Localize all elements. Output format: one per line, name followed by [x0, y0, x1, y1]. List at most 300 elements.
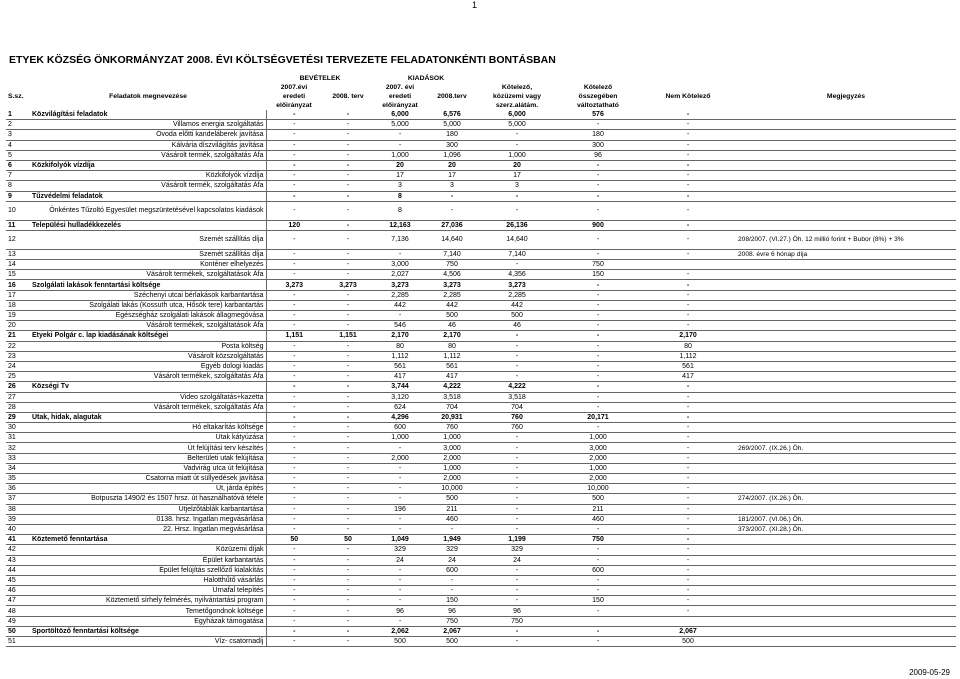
value-cell: -	[322, 300, 374, 310]
header-cell: előirányzat	[382, 102, 418, 109]
value-cell: -	[266, 181, 322, 191]
value-cell: -	[556, 392, 640, 402]
remark-cell	[736, 181, 956, 191]
task-name: Szolgálati lakások fenntartási költsége	[30, 280, 266, 290]
value-cell: -	[640, 130, 736, 140]
header-cell	[640, 101, 736, 110]
value-cell: -	[374, 249, 426, 259]
value-cell: 20	[478, 160, 556, 170]
task-name: Botpuszta 1490/2 és 1507 hrsz. út használhatóvá tétele	[30, 494, 266, 504]
remark-cell	[736, 626, 956, 636]
value-cell: 10,000	[556, 484, 640, 494]
row-number: 29	[6, 412, 30, 422]
value-cell: -	[322, 351, 374, 361]
table-row	[6, 382, 956, 392]
row-number: 31	[6, 433, 30, 443]
value-cell: -	[322, 249, 374, 259]
value-cell: -	[556, 290, 640, 300]
value-cell: -	[640, 290, 736, 300]
table-row	[6, 545, 956, 555]
value-cell: -	[266, 524, 322, 534]
value-cell: 900	[556, 220, 640, 230]
value-cell: -	[640, 555, 736, 565]
value-cell: -	[478, 524, 556, 534]
value-cell: 704	[426, 402, 478, 412]
page-number: 1	[472, 0, 478, 10]
header-cell: közüzemi vagy	[493, 93, 541, 100]
value-cell: -	[556, 575, 640, 585]
remark-cell	[736, 171, 956, 181]
row-number: 34	[6, 463, 30, 473]
row-number: 4	[6, 140, 30, 150]
row-number: 1	[6, 110, 30, 120]
value-cell: 3,120	[374, 392, 426, 402]
value-cell: -	[640, 249, 736, 259]
header-cell: eredeti	[388, 93, 412, 100]
value-cell: 2,000	[374, 453, 426, 463]
value-cell: 600	[374, 423, 426, 433]
value-cell: -	[266, 484, 322, 494]
value-cell: -	[322, 453, 374, 463]
value-cell: 2,170	[374, 331, 426, 341]
value-cell: 24	[374, 555, 426, 565]
value-cell: 417	[426, 372, 478, 382]
value-cell: -	[556, 545, 640, 555]
value-cell: -	[322, 372, 374, 382]
task-name: Szolgálati lakás (Kossuth utca, Hősök tere) karbantartás	[30, 300, 266, 310]
value-cell: -	[266, 412, 322, 422]
value-cell: -	[266, 300, 322, 310]
value-cell: -	[640, 230, 736, 249]
value-cell: -	[266, 191, 322, 201]
row-number: 48	[6, 606, 30, 616]
value-cell: -	[374, 140, 426, 150]
row-number: 33	[6, 453, 30, 463]
value-cell: -	[266, 341, 322, 351]
value-cell: -	[374, 596, 426, 606]
task-name: Vásárolt termékek, szolgáltatás Áfa	[30, 402, 266, 412]
value-cell: -	[322, 504, 374, 514]
value-cell: -	[266, 453, 322, 463]
remark-cell	[736, 545, 956, 555]
task-name: Szemét szállítás díja	[30, 230, 266, 249]
value-cell: 180	[556, 130, 640, 140]
value-cell: 2,000	[426, 474, 478, 484]
value-cell: -	[640, 280, 736, 290]
remark-cell	[736, 504, 956, 514]
value-cell: -	[266, 382, 322, 392]
value-cell: -	[322, 524, 374, 534]
value-cell: -	[322, 626, 374, 636]
value-cell: -	[556, 586, 640, 596]
value-cell: 750	[478, 616, 556, 626]
value-cell: 17	[374, 171, 426, 181]
value-cell: -	[640, 201, 736, 220]
remark-cell: 181/2007. (VI.06.) Öh.	[736, 514, 956, 524]
header-cell	[640, 83, 736, 92]
value-cell: 329	[374, 545, 426, 555]
value-cell: 442	[374, 300, 426, 310]
value-cell: 2,285	[478, 290, 556, 300]
value-cell: -	[322, 575, 374, 585]
value-cell: -	[426, 575, 478, 585]
table-row	[6, 402, 956, 412]
value-cell: -	[556, 120, 640, 130]
value-cell: 12,163	[374, 220, 426, 230]
value-cell: 27,036	[426, 220, 478, 230]
value-cell: -	[556, 321, 640, 331]
value-cell: -	[322, 514, 374, 524]
value-cell: -	[478, 626, 556, 636]
task-name: Vásárolt termékek, szolgáltatás Áfa	[30, 372, 266, 382]
table-row	[6, 626, 956, 636]
value-cell: 6,000	[374, 110, 426, 120]
row-number: 45	[6, 575, 30, 585]
value-cell: 500	[640, 637, 736, 647]
value-cell: -	[322, 130, 374, 140]
value-cell: -	[322, 201, 374, 220]
value-cell: -	[556, 423, 640, 433]
value-cell: -	[478, 361, 556, 371]
value-cell: -	[374, 474, 426, 484]
task-name: Közkifolyók vízdíja	[30, 171, 266, 181]
header-cell: változtatható	[577, 102, 619, 109]
task-name: Köztemető sírhely felmérés, nyilvántartási program	[30, 596, 266, 606]
value-cell: 2,062	[374, 626, 426, 636]
table-row	[6, 331, 956, 341]
remark-cell	[736, 201, 956, 220]
task-name: Víz- csatornadíj	[30, 637, 266, 647]
value-cell: -	[478, 260, 556, 270]
remark-cell	[736, 453, 956, 463]
row-number: 37	[6, 494, 30, 504]
row-number: 50	[6, 626, 30, 636]
value-cell: 150	[556, 270, 640, 280]
value-cell: -	[322, 181, 374, 191]
value-cell: 500	[478, 311, 556, 321]
value-cell: -	[266, 270, 322, 280]
row-number: 19	[6, 311, 30, 321]
value-cell: -	[556, 351, 640, 361]
value-cell: 46	[426, 321, 478, 331]
value-cell: -	[556, 637, 640, 647]
remark-cell	[736, 351, 956, 361]
table-row	[6, 586, 956, 596]
value-cell: -	[322, 555, 374, 565]
value-cell: -	[322, 402, 374, 412]
value-cell: 3	[374, 181, 426, 191]
row-number: 49	[6, 616, 30, 626]
header-cell	[30, 83, 266, 92]
value-cell: 750	[426, 260, 478, 270]
value-cell: -	[266, 351, 322, 361]
value-cell: 96	[426, 606, 478, 616]
task-name: 22. Hrsz. Ingatlan megvásárlása	[30, 524, 266, 534]
task-name: Közkifolyók vízdíja	[30, 160, 266, 170]
document-title: ETYEK KÖZSÉG ÖNKORMÁNYZAT 2008. ÉVI KÖLTSÉGVETÉSI TERVEZETE FELADATONKÉNTI BONTÁSBAN	[9, 54, 556, 66]
value-cell: -	[556, 230, 640, 249]
value-cell: -	[322, 290, 374, 300]
task-name: Út, járda építés	[30, 484, 266, 494]
table-row	[6, 290, 956, 300]
value-cell: -	[266, 361, 322, 371]
value-cell: 1,199	[478, 535, 556, 545]
table-row	[6, 504, 956, 514]
value-cell: -	[640, 220, 736, 230]
value-cell: -	[374, 565, 426, 575]
remark-cell	[736, 484, 956, 494]
row-number: 43	[6, 555, 30, 565]
table-row	[6, 150, 956, 160]
value-cell: 8	[374, 191, 426, 201]
row-number: 13	[6, 249, 30, 259]
value-cell: 7,140	[478, 249, 556, 259]
value-cell: 150	[556, 596, 640, 606]
value-cell: -	[640, 565, 736, 575]
header-cell: előirányzat	[276, 102, 312, 109]
remark-cell	[736, 637, 956, 647]
task-name: Urnafal telepítés	[30, 586, 266, 596]
value-cell: 600	[426, 565, 478, 575]
value-cell: -	[266, 443, 322, 453]
value-cell: -	[556, 331, 640, 341]
task-name: Közüzemi díjak	[30, 545, 266, 555]
value-cell: -	[556, 626, 640, 636]
value-cell: -	[322, 586, 374, 596]
task-name: Köztemető fenntartása	[30, 535, 266, 545]
value-cell: 50	[266, 535, 322, 545]
table-row	[6, 555, 956, 565]
remark-cell	[736, 120, 956, 130]
table-row	[6, 361, 956, 371]
header-cell: 2008.terv	[437, 93, 467, 100]
value-cell: -	[640, 311, 736, 321]
value-cell: 3	[478, 181, 556, 191]
table-row	[6, 372, 956, 382]
value-cell: 3,273	[322, 280, 374, 290]
value-cell: -	[266, 514, 322, 524]
value-cell: -	[556, 191, 640, 201]
value-cell: -	[266, 230, 322, 249]
row-number: 39	[6, 514, 30, 524]
value-cell: 1,112	[426, 351, 478, 361]
budget-table	[6, 74, 956, 647]
value-cell: -	[556, 372, 640, 382]
task-name: Tűzvédelmi feladatok	[30, 191, 266, 201]
row-number: 35	[6, 474, 30, 484]
remark-cell	[736, 606, 956, 616]
value-cell: -	[556, 160, 640, 170]
value-cell: -	[322, 606, 374, 616]
value-cell: -	[556, 201, 640, 220]
task-name: Széchenyi utcai bérlakások karbantartása	[30, 290, 266, 300]
value-cell: -	[322, 412, 374, 422]
value-cell: -	[426, 191, 478, 201]
value-cell: -	[266, 596, 322, 606]
table-row	[6, 140, 956, 150]
remark-cell	[736, 535, 956, 545]
value-cell: -	[374, 311, 426, 321]
value-cell: -	[266, 110, 322, 120]
value-cell: 1,096	[426, 150, 478, 160]
value-cell: 500	[426, 637, 478, 647]
value-cell: 2,170	[426, 331, 478, 341]
value-cell: 329	[426, 545, 478, 555]
table-row	[6, 412, 956, 422]
header-cell	[30, 101, 266, 110]
value-cell: -	[266, 545, 322, 555]
value-cell: -	[266, 321, 322, 331]
value-cell: 2,000	[426, 453, 478, 463]
value-cell: -	[556, 311, 640, 321]
remark-cell	[736, 382, 956, 392]
value-cell: -	[640, 606, 736, 616]
remark-cell	[736, 110, 956, 120]
value-cell: -	[266, 565, 322, 575]
value-cell: -	[478, 637, 556, 647]
value-cell: -	[478, 140, 556, 150]
table-row	[6, 637, 956, 647]
value-cell: -	[478, 474, 556, 484]
value-cell: 14,640	[478, 230, 556, 249]
row-number: 41	[6, 535, 30, 545]
value-cell: 750	[556, 260, 640, 270]
header-cell: Kötelező,	[501, 84, 533, 91]
header-cell	[736, 83, 956, 92]
value-cell: -	[266, 260, 322, 270]
task-name: Utak, hidak, alagutak	[30, 412, 266, 422]
table-row	[6, 351, 956, 361]
value-cell: 561	[374, 361, 426, 371]
header-cell	[322, 101, 374, 110]
row-number: 17	[6, 290, 30, 300]
remark-cell: 373/2007. (XI.28.) Öh.	[736, 524, 956, 534]
row-number: 10	[6, 201, 30, 220]
value-cell: -	[478, 596, 556, 606]
value-cell: -	[266, 160, 322, 170]
remark-cell	[736, 402, 956, 412]
value-cell: -	[322, 321, 374, 331]
task-name: Egyéb dologi kiadás	[30, 361, 266, 371]
row-number: 23	[6, 351, 30, 361]
task-name: Egyházak támogatása	[30, 616, 266, 626]
row-number: 51	[6, 637, 30, 647]
task-name: Óvoda előtti kandeláberek javítása	[30, 130, 266, 140]
table-row	[6, 201, 956, 220]
value-cell: 600	[556, 565, 640, 575]
value-cell: 3	[426, 181, 478, 191]
value-cell	[640, 616, 736, 626]
value-cell: -	[322, 270, 374, 280]
value-cell: 10,000	[426, 484, 478, 494]
value-cell: 211	[426, 504, 478, 514]
value-cell: -	[640, 402, 736, 412]
value-cell: -	[556, 181, 640, 191]
value-cell: -	[640, 171, 736, 181]
value-cell: -	[640, 463, 736, 473]
table-row	[6, 565, 956, 575]
value-cell: 20	[374, 160, 426, 170]
row-number: 42	[6, 545, 30, 555]
value-cell: 2,000	[556, 474, 640, 484]
value-cell: -	[478, 201, 556, 220]
value-cell: -	[640, 120, 736, 130]
value-cell: -	[266, 423, 322, 433]
value-cell: -	[640, 433, 736, 443]
task-name: Vásárolt termékek, szolgáltatások Áfa	[30, 321, 266, 331]
task-name: Vadvirág utca út felújítása	[30, 463, 266, 473]
value-cell: -	[266, 433, 322, 443]
task-name: Útjelzőtáblák karbantartása	[30, 504, 266, 514]
value-cell: -	[640, 524, 736, 534]
value-cell: -	[640, 474, 736, 484]
row-number: 36	[6, 484, 30, 494]
task-name: Vásárolt termék, szolgáltatás Áfa	[30, 181, 266, 191]
task-name: Halotthűtő vásárlás	[30, 575, 266, 585]
header-row-1	[6, 83, 956, 92]
value-cell: 500	[426, 494, 478, 504]
task-name: Út felújítási terv készítés	[30, 443, 266, 453]
value-cell: -	[374, 130, 426, 140]
value-cell: 750	[426, 616, 478, 626]
header-row-2	[6, 92, 956, 101]
header-cell	[322, 83, 374, 92]
table-row	[6, 311, 956, 321]
row-number: 14	[6, 260, 30, 270]
row-number: 22	[6, 341, 30, 351]
value-cell: 3,273	[426, 280, 478, 290]
value-cell: -	[640, 535, 736, 545]
task-name: Konténer elhelyezés	[30, 260, 266, 270]
task-name: Posta költség	[30, 341, 266, 351]
value-cell: -	[640, 514, 736, 524]
value-cell: -	[322, 260, 374, 270]
table-row	[6, 181, 956, 191]
value-cell: -	[266, 249, 322, 259]
table-row	[6, 220, 956, 230]
value-cell: -	[266, 120, 322, 130]
task-name: Hó eltakarítás költsége	[30, 423, 266, 433]
value-cell: -	[322, 361, 374, 371]
remark-cell	[736, 160, 956, 170]
remark-cell	[736, 474, 956, 484]
table-row	[6, 484, 956, 494]
task-name: Csatorna miatt út süllyedések javítása	[30, 474, 266, 484]
task-name: Szemét szállítás díja	[30, 249, 266, 259]
table-row	[6, 392, 956, 402]
budget-rows	[6, 110, 956, 647]
value-cell: -	[478, 130, 556, 140]
value-cell: 1,000	[374, 433, 426, 443]
header-kiadasok: KIADÁSOK	[407, 75, 445, 82]
value-cell: 3,000	[374, 260, 426, 270]
value-cell: -	[266, 290, 322, 300]
remark-cell	[736, 311, 956, 321]
value-cell: -	[640, 423, 736, 433]
value-cell: 2,027	[374, 270, 426, 280]
row-number: 24	[6, 361, 30, 371]
row-number: 38	[6, 504, 30, 514]
value-cell: 2,285	[374, 290, 426, 300]
value-cell: -	[426, 524, 478, 534]
table-row	[6, 524, 956, 534]
header-cell	[426, 101, 478, 110]
remark-cell	[736, 565, 956, 575]
remark-cell	[736, 220, 956, 230]
value-cell: -	[322, 443, 374, 453]
value-cell: -	[640, 545, 736, 555]
value-cell: 750	[556, 535, 640, 545]
